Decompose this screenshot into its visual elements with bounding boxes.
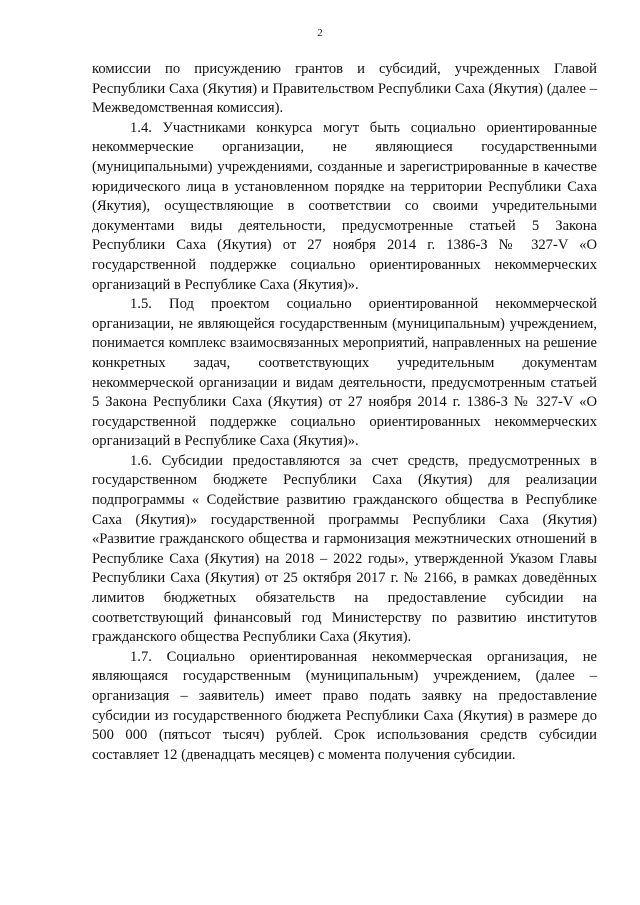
paragraph-continuation: комиссии по присуждению грантов и субсидий, учрежденных Главой Республики Саха (Якутия) и Правительством Республики Саха (Якутия) (далее – Межведомственная комиссия). xyxy=(92,61,597,117)
paragraph-1-7: 1.7. Социально ориентированная некоммерческая организация, не являющаяся государственным (муниципальным) учреждением, (далее – организация – заявитель) имеет право подать заявку на предоставление субсидии из государственного бюджета Республики Саха (Якутия) в размере до 500 000 (пятьсот тысяч) рублей. Срок использования средств субсидии составляет 12 (двенадцать месяцев) с момента получения субсидии. xyxy=(92,648,597,763)
document-body xyxy=(92,60,597,765)
paragraph-1-6: 1.6. Субсидии предоставляются за счет средств, предусмотренных в государственном бюджете Республики Саха (Якутия) для реализации подпрограммы « Содействие развитию гражданского общества в Республике Саха (Якутия)» государственной программы Республики Саха (Якутия) «Развитие гражданского общества и гармонизация межэтнических отношений в Республике Саха (Якутия) на 2018 – 2022 годы», утвержденной Указом Главы Республики Саха (Якутия) от 25 октября 2017 г. № 2166, в рамках доведённых лимитов бюджетных обязательств на предоставление субсидии на соответствующий финансовый год Министерству по развитию институтов гражданского общества Республики Саха (Якутия). xyxy=(92,452,597,646)
page-number: 2 xyxy=(317,27,323,39)
paragraph-1-4: 1.4. Участниками конкурса могут быть социально ориентированные некоммерческие организации, не являющиеся государственными (муниципальными) учреждениями, созданные и зарегистрированные в качестве юридического лица в установленном порядке на территории Республики Саха (Якутия), осуществляющие в соответствии со своими учредительными документами виды деятельности, предусмотренные статьей 5 Закона Республики Саха (Якутия) от 27 ноября 2014 г. 1386-З № 327-V «О государственной поддержке социально ориентированных некоммерческих организаций в Республике Саха (Якутия)». xyxy=(92,119,597,293)
paragraph-1-5: 1.5. Под проектом социально ориентированной некоммерческой организации, не являющейся государственным (муниципальным) учреждением, понимается комплекс взаимосвязанных мероприятий, направленных на решение конкретных задач, соответствующих учредительным документам некоммерческой организации и видам деятельности, предусмотренным статьей 5 Закона Республики Саха (Якутия) от 27 ноября 2014 г. 1386-З № 327-V «О государственной поддержке социально ориентированных некоммерческих организаций в Республике Саха (Якутия)». xyxy=(92,296,597,450)
